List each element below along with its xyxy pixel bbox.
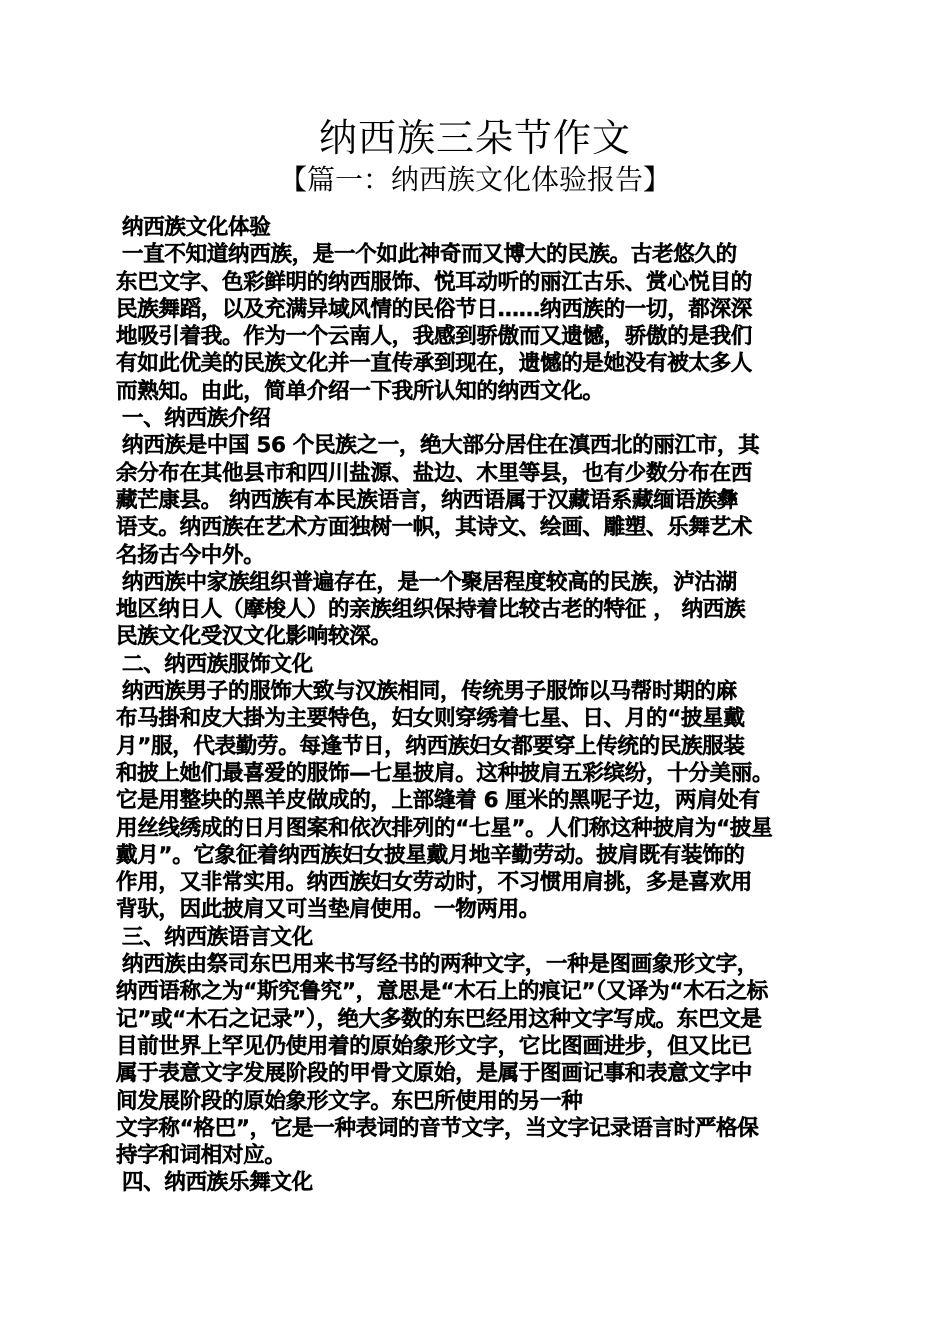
paragraph-line: 文字称“格巴”，它是一种表词的音节文字，当文字记录语言时严格保	[116, 1115, 759, 1141]
paragraph-line: 纳西族男子的服饰大致与汉族相同，传统男子服饰以马帮时期的麻	[122, 679, 737, 705]
paragraph-line: 地区纳日人（摩梭人）的亲族组织保持着比较古老的特征 ， 纳西族	[116, 597, 746, 623]
paragraph-line: 持字和词相对应。	[116, 1143, 286, 1169]
paragraph-line: 地吸引着我。作为一个云南人，我感到骄傲而又遗憾，骄傲的是我们	[116, 324, 753, 350]
paragraph-line: 东巴文字、色彩鲜明的纳西服饰、悦耳动听的丽江古乐、赏心悦目的	[116, 269, 753, 295]
paragraph-line: 戴月”。它象征着纳西族妇女披星戴月地辛勤劳动。披肩既有装饰的	[116, 842, 745, 868]
paragraph-line: 民族舞蹈，以及充满异域风情的民俗节日……纳西族的一切，都深深	[116, 296, 753, 322]
paragraph-line: 民族文化受汉文化影响较深。	[116, 624, 392, 650]
paragraph-line: 语支。纳西族在艺术方面独树一帜，其诗文、绘画、雕塑、乐舞艺术	[116, 515, 753, 541]
paragraph-line: 一直不知道纳西族，是一个如此神奇而又博大的民族。古老悠久的	[122, 242, 737, 268]
section-heading: 纳西族文化体验	[122, 215, 271, 240]
paragraph-line: 纳西族中家族组织普遍存在，是一个聚居程度较高的民族，泸沽湖	[122, 569, 737, 595]
document-subtitle: 【篇一：纳西族文化体验报告】	[278, 163, 671, 196]
section-heading: 一、纳西族介绍	[122, 406, 271, 432]
section-heading: 二、纳西族服饰文化	[122, 651, 313, 677]
paragraph-line: 背驮，因此披肩又可当垫肩使用。一物两用。	[116, 897, 541, 923]
paragraph-line: 而熟知。由此，简单介绍一下我所认知的纳西文化。	[116, 378, 604, 404]
paragraph-line: 名扬古今中外。	[116, 542, 265, 568]
document-body	[116, 214, 850, 1197]
paragraph-line: 纳西族是中国 56 个民族之一，绝大部分居住在滇西北的丽江市，其	[122, 433, 760, 459]
paragraph-line: 用丝线绣成的日月图案和依次排列的“七星”。人们称这种披肩为“披星	[116, 815, 773, 841]
paragraph-line: 和披上她们最喜爱的服饰—七星披肩。这种披肩五彩缤纷，十分美丽。	[116, 760, 774, 786]
paragraph-line: 纳西族由祭司东巴用来书写经书的两种文字，一种是图画象形文字，	[122, 952, 759, 978]
paragraph-line: 余分布在其他县市和四川盐源、盐边、木里等县，也有少数分布在西	[116, 460, 753, 486]
section-heading: 四、纳西族乐舞文化	[122, 1170, 313, 1196]
paragraph-line: 属于表意文字发展阶段的甲骨文原始，是属于图画记事和表意文字中	[116, 1061, 753, 1087]
paragraph-line: 它是用整块的黑羊皮做成的，上部缝着 6 厘米的黑呢子边，两肩处有	[116, 788, 760, 814]
paragraph-line: 藏芒康县。 纳西族有本民族语言，纳西语属于汉藏语系藏缅语族彝	[116, 487, 738, 513]
paragraph-line: 间发展阶段的原始象形文字。东巴所使用的另一种	[116, 1088, 583, 1114]
paragraph-line: 月”服，代表勤劳。每逢节日，纳西族妇女都要穿上传统的民族服装	[116, 733, 745, 759]
section-heading: 三、纳西族语言文化	[122, 924, 313, 950]
paragraph-line: 布马掛和皮大掛为主要特色，妇女则穿绣着七星、日、月的“披星戴	[116, 706, 745, 732]
document-title: 纳西族三朵节作文	[318, 116, 631, 160]
paragraph-line: 有如此优美的民族文化并一直传承到现在，遗憾的是她没有被太多人	[116, 351, 753, 377]
paragraph-line: 目前世界上罕见仍使用着的原始象形文字，它比图画进步，但又比已	[116, 1033, 753, 1059]
paragraph-line: 作用，又非常实用。纳西族妇女劳动时，不习惯用肩挑，多是喜欢用	[116, 870, 753, 896]
paragraph-line: 纳西语称之为“斯究鲁究”，意思是“木石上的痕记”（又译为“木石之标	[116, 979, 769, 1005]
paragraph-line: 记”或“木石之记录”），绝大多数的东巴经用这种文字写成。东巴文是	[116, 1006, 762, 1032]
